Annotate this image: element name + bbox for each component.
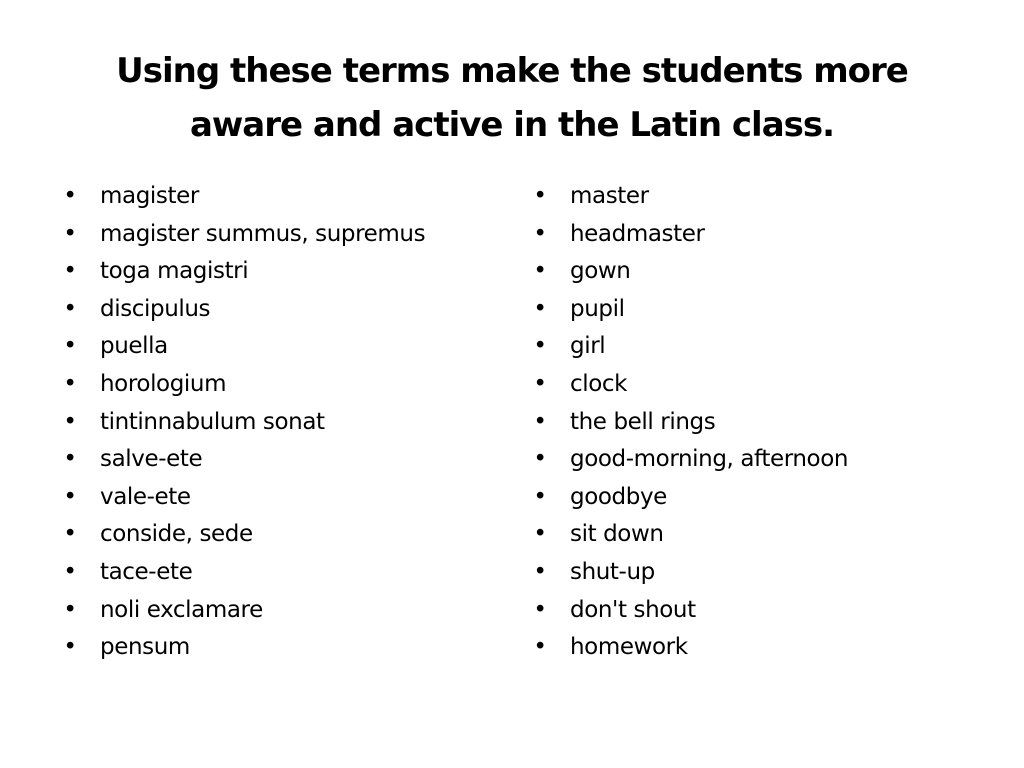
latin-term-item-text: magister xyxy=(100,183,199,209)
latin-term-item-text: pensum xyxy=(100,634,190,661)
latin-terms-list xyxy=(60,178,510,667)
latin-term-item xyxy=(60,216,510,254)
english-term-item-text: girl xyxy=(570,333,606,360)
latin-term-item xyxy=(60,479,510,517)
english-terms-list xyxy=(530,178,970,667)
english-term-item xyxy=(530,291,970,329)
bullet-icon: • xyxy=(533,183,547,209)
bullet-icon: • xyxy=(533,408,547,435)
english-term-item xyxy=(530,216,970,254)
bullet-icon: • xyxy=(63,183,77,209)
english-term-item xyxy=(530,629,970,667)
slide-title-line-1: Using these terms make the students more xyxy=(116,51,908,91)
english-term-item xyxy=(530,328,970,366)
english-term-item-text: shut-up xyxy=(570,558,655,585)
latin-term-item-text: vale-ete xyxy=(100,483,191,510)
latin-term-item-text: tace-ete xyxy=(100,558,193,585)
bullet-icon: • xyxy=(533,521,547,548)
bullet-icon: • xyxy=(533,446,547,473)
bullet-icon: • xyxy=(63,596,77,623)
latin-term-item xyxy=(60,178,510,216)
bullet-icon: • xyxy=(63,333,77,360)
english-term-item-text: sit down xyxy=(570,521,664,548)
latin-term-item xyxy=(60,253,510,291)
bullet-icon: • xyxy=(63,220,77,247)
english-term-item xyxy=(530,516,970,554)
bullet-icon: • xyxy=(533,596,547,623)
english-term-item-text: goodbye xyxy=(570,483,667,510)
english-term-item xyxy=(530,178,970,216)
latin-term-item-text: discipulus xyxy=(100,295,211,322)
bullet-icon: • xyxy=(63,446,77,473)
latin-term-item xyxy=(60,629,510,667)
bullet-icon: • xyxy=(533,483,547,510)
latin-term-item-text: horologium xyxy=(100,370,227,397)
latin-term-item xyxy=(60,516,510,554)
latin-term-item xyxy=(60,366,510,404)
latin-term-item xyxy=(60,441,510,479)
latin-term-item-text: puella xyxy=(100,333,168,360)
english-term-item-text: headmaster xyxy=(570,220,705,247)
english-term-item xyxy=(530,554,970,592)
bullet-icon: • xyxy=(533,370,547,397)
bullet-icon: • xyxy=(63,295,77,322)
bullet-icon: • xyxy=(533,333,547,360)
latin-term-item-text: conside, sede xyxy=(100,521,253,548)
english-term-item-text: gown xyxy=(570,258,631,285)
bullet-icon: • xyxy=(533,558,547,585)
latin-term-item xyxy=(60,404,510,442)
bullet-icon: • xyxy=(63,370,77,397)
bullet-icon: • xyxy=(533,634,547,661)
bullet-icon: • xyxy=(533,295,547,322)
latin-term-item-text: tintinnabulum sonat xyxy=(100,408,325,435)
english-term-item-text: master xyxy=(570,183,649,209)
bullet-icon: • xyxy=(63,408,77,435)
english-term-item-text: the bell rings xyxy=(570,408,716,435)
bullet-icon: • xyxy=(63,521,77,548)
latin-term-item-text: salve-ete xyxy=(100,446,203,473)
bullet-icon: • xyxy=(533,220,547,247)
bullet-icon: • xyxy=(63,258,77,285)
english-term-item xyxy=(530,404,970,442)
latin-term-item-text: toga magistri xyxy=(100,258,249,285)
bullet-icon: • xyxy=(63,558,77,585)
english-term-item-text: good-morning, afternoon xyxy=(570,446,849,473)
english-term-item xyxy=(530,366,970,404)
english-term-item xyxy=(530,592,970,630)
latin-term-item xyxy=(60,592,510,630)
english-term-item xyxy=(530,441,970,479)
latin-term-item xyxy=(60,291,510,329)
latin-term-item xyxy=(60,554,510,592)
latin-term-item xyxy=(60,328,510,366)
bullet-icon: • xyxy=(63,634,77,661)
bullet-icon: • xyxy=(533,258,547,285)
latin-term-item-text: magister summus, supremus xyxy=(100,220,426,247)
english-term-item-text: don't shout xyxy=(570,596,696,623)
english-term-item-text: pupil xyxy=(570,295,625,322)
slide-title xyxy=(60,44,964,152)
english-term-item-text: homework xyxy=(570,634,688,661)
english-term-item xyxy=(530,479,970,517)
english-term-item xyxy=(530,253,970,291)
slide-title-line-2: aware and active in the Latin class. xyxy=(189,105,835,145)
latin-term-item-text: noli exclamare xyxy=(100,596,263,623)
english-term-item-text: clock xyxy=(570,370,628,397)
bullet-icon: • xyxy=(63,483,77,510)
